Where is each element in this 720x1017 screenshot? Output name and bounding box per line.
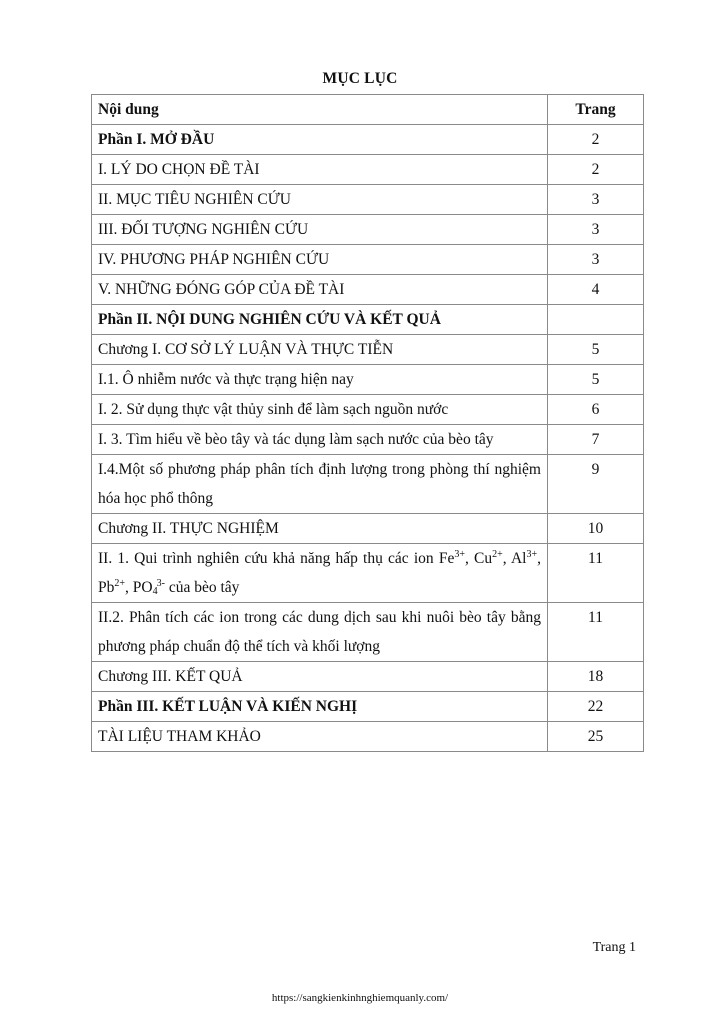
- table-row: [92, 722, 644, 752]
- table-row: [92, 395, 644, 425]
- table-header-row: [92, 95, 644, 125]
- ion-entry-suffix: của bèo tây: [164, 579, 240, 596]
- toc-entry: I. 3. Tìm hiểu về bèo tây và tác dụng làm sạch nước của bèo tây: [92, 425, 548, 455]
- ion-entry-sep: , PO: [125, 579, 153, 596]
- table-row: [92, 155, 644, 185]
- toc-page: 18: [548, 662, 644, 692]
- footer-url: https://sangkienkinhnghiemquanly.com/: [271, 992, 449, 1004]
- toc-page: 11: [548, 544, 644, 603]
- toc-entry: I.1. Ô nhiễm nước và thực trạng hiện nay: [92, 365, 548, 395]
- table-row: [92, 245, 644, 275]
- table-row: [92, 185, 644, 215]
- po-charge: 3-: [156, 578, 165, 589]
- ion-entry-sep: , Cu: [464, 550, 493, 567]
- toc-entry: V. NHỮNG ĐÓNG GÓP CỦA ĐỀ TÀI: [92, 275, 548, 305]
- al-charge: 3+: [526, 549, 538, 560]
- table-row: [92, 215, 644, 245]
- table-row: [92, 662, 644, 692]
- toc-entry: Phần I. MỞ ĐẦU: [92, 125, 548, 155]
- toc-page: 5: [548, 335, 644, 365]
- table-row: [92, 455, 644, 514]
- table-row: [92, 125, 644, 155]
- toc-entry: I.4.Một số phương pháp phân tích định lượng trong phòng thí nghiệm hóa học phổ thông: [92, 455, 548, 514]
- cu-charge: 2+: [492, 549, 503, 560]
- table-row: [92, 544, 644, 603]
- table-row: [92, 275, 644, 305]
- ion-al: Al: [510, 550, 527, 567]
- toc-page: 7: [548, 425, 644, 455]
- toc-entry: I. LÝ DO CHỌN ĐỀ TÀI: [92, 155, 548, 185]
- ion-entry-sep: , Pb: [98, 550, 541, 596]
- table-row: [92, 365, 644, 395]
- fe-charge: 3+: [454, 549, 465, 560]
- toc-entry-ions: [92, 544, 548, 603]
- toc-entry: II.2. Phân tích các ion trong các dung dịch sau khi nuôi bèo tây bằng phương pháp chuẩn độ thể tích và khối lượng: [92, 603, 548, 662]
- toc-page: 3: [548, 185, 644, 215]
- header-page: Trang: [548, 95, 644, 125]
- page-number: Trang 1: [592, 940, 636, 955]
- po-subscript: 4: [152, 586, 158, 597]
- toc-entry: Chương III. KẾT QUẢ: [92, 662, 548, 692]
- toc-entry: II. MỤC TIÊU NGHIÊN CỨU: [92, 185, 548, 215]
- toc-entry: TÀI LIỆU THAM KHẢO: [92, 722, 548, 752]
- pb-charge: 2+: [114, 578, 126, 589]
- table-row: [92, 305, 644, 335]
- table-row: [92, 335, 644, 365]
- ion-entry-sep: ,: [502, 550, 507, 567]
- table-row: [92, 425, 644, 455]
- table-of-contents: [91, 94, 644, 752]
- toc-page: 2: [548, 125, 644, 155]
- toc-page: 3: [548, 215, 644, 245]
- toc-entry: I. 2. Sử dụng thực vật thủy sinh để làm sạch nguồn nước: [92, 395, 548, 425]
- toc-entry: Phần II. NỘI DUNG NGHIÊN CỨU VÀ KẾT QUẢ: [92, 305, 548, 335]
- toc-page: 25: [548, 722, 644, 752]
- table-row: [92, 692, 644, 722]
- ion-entry-prefix: II. 1. Qui trình nghiên cứu khả năng hấp thụ các ion Fe: [98, 550, 455, 567]
- toc-page: 6: [548, 395, 644, 425]
- toc-page: 9: [548, 455, 644, 514]
- toc-entry: Chương II. THỰC NGHIỆM: [92, 514, 548, 544]
- toc-page: 22: [548, 692, 644, 722]
- toc-entry: IV. PHƯƠNG PHÁP NGHIÊN CỨU: [92, 245, 548, 275]
- toc-page: [548, 305, 644, 335]
- toc-entry: Chương I. CƠ SỞ LÝ LUẬN VÀ THỰC TIỄN: [92, 335, 548, 365]
- toc-page: 4: [548, 275, 644, 305]
- toc-page: 5: [548, 365, 644, 395]
- toc-page: 11: [548, 603, 644, 662]
- document-title: MỤC LỤC: [322, 70, 398, 87]
- table-row: [92, 514, 644, 544]
- toc-entry: Phần III. KẾT LUẬN VÀ KIẾN NGHỊ: [92, 692, 548, 722]
- toc-page: 3: [548, 245, 644, 275]
- toc-page: 10: [548, 514, 644, 544]
- toc-page: 2: [548, 155, 644, 185]
- toc-entry: III. ĐỐI TƯỢNG NGHIÊN CỨU: [92, 215, 548, 245]
- header-content: Nội dung: [92, 95, 548, 125]
- table-row: [92, 603, 644, 662]
